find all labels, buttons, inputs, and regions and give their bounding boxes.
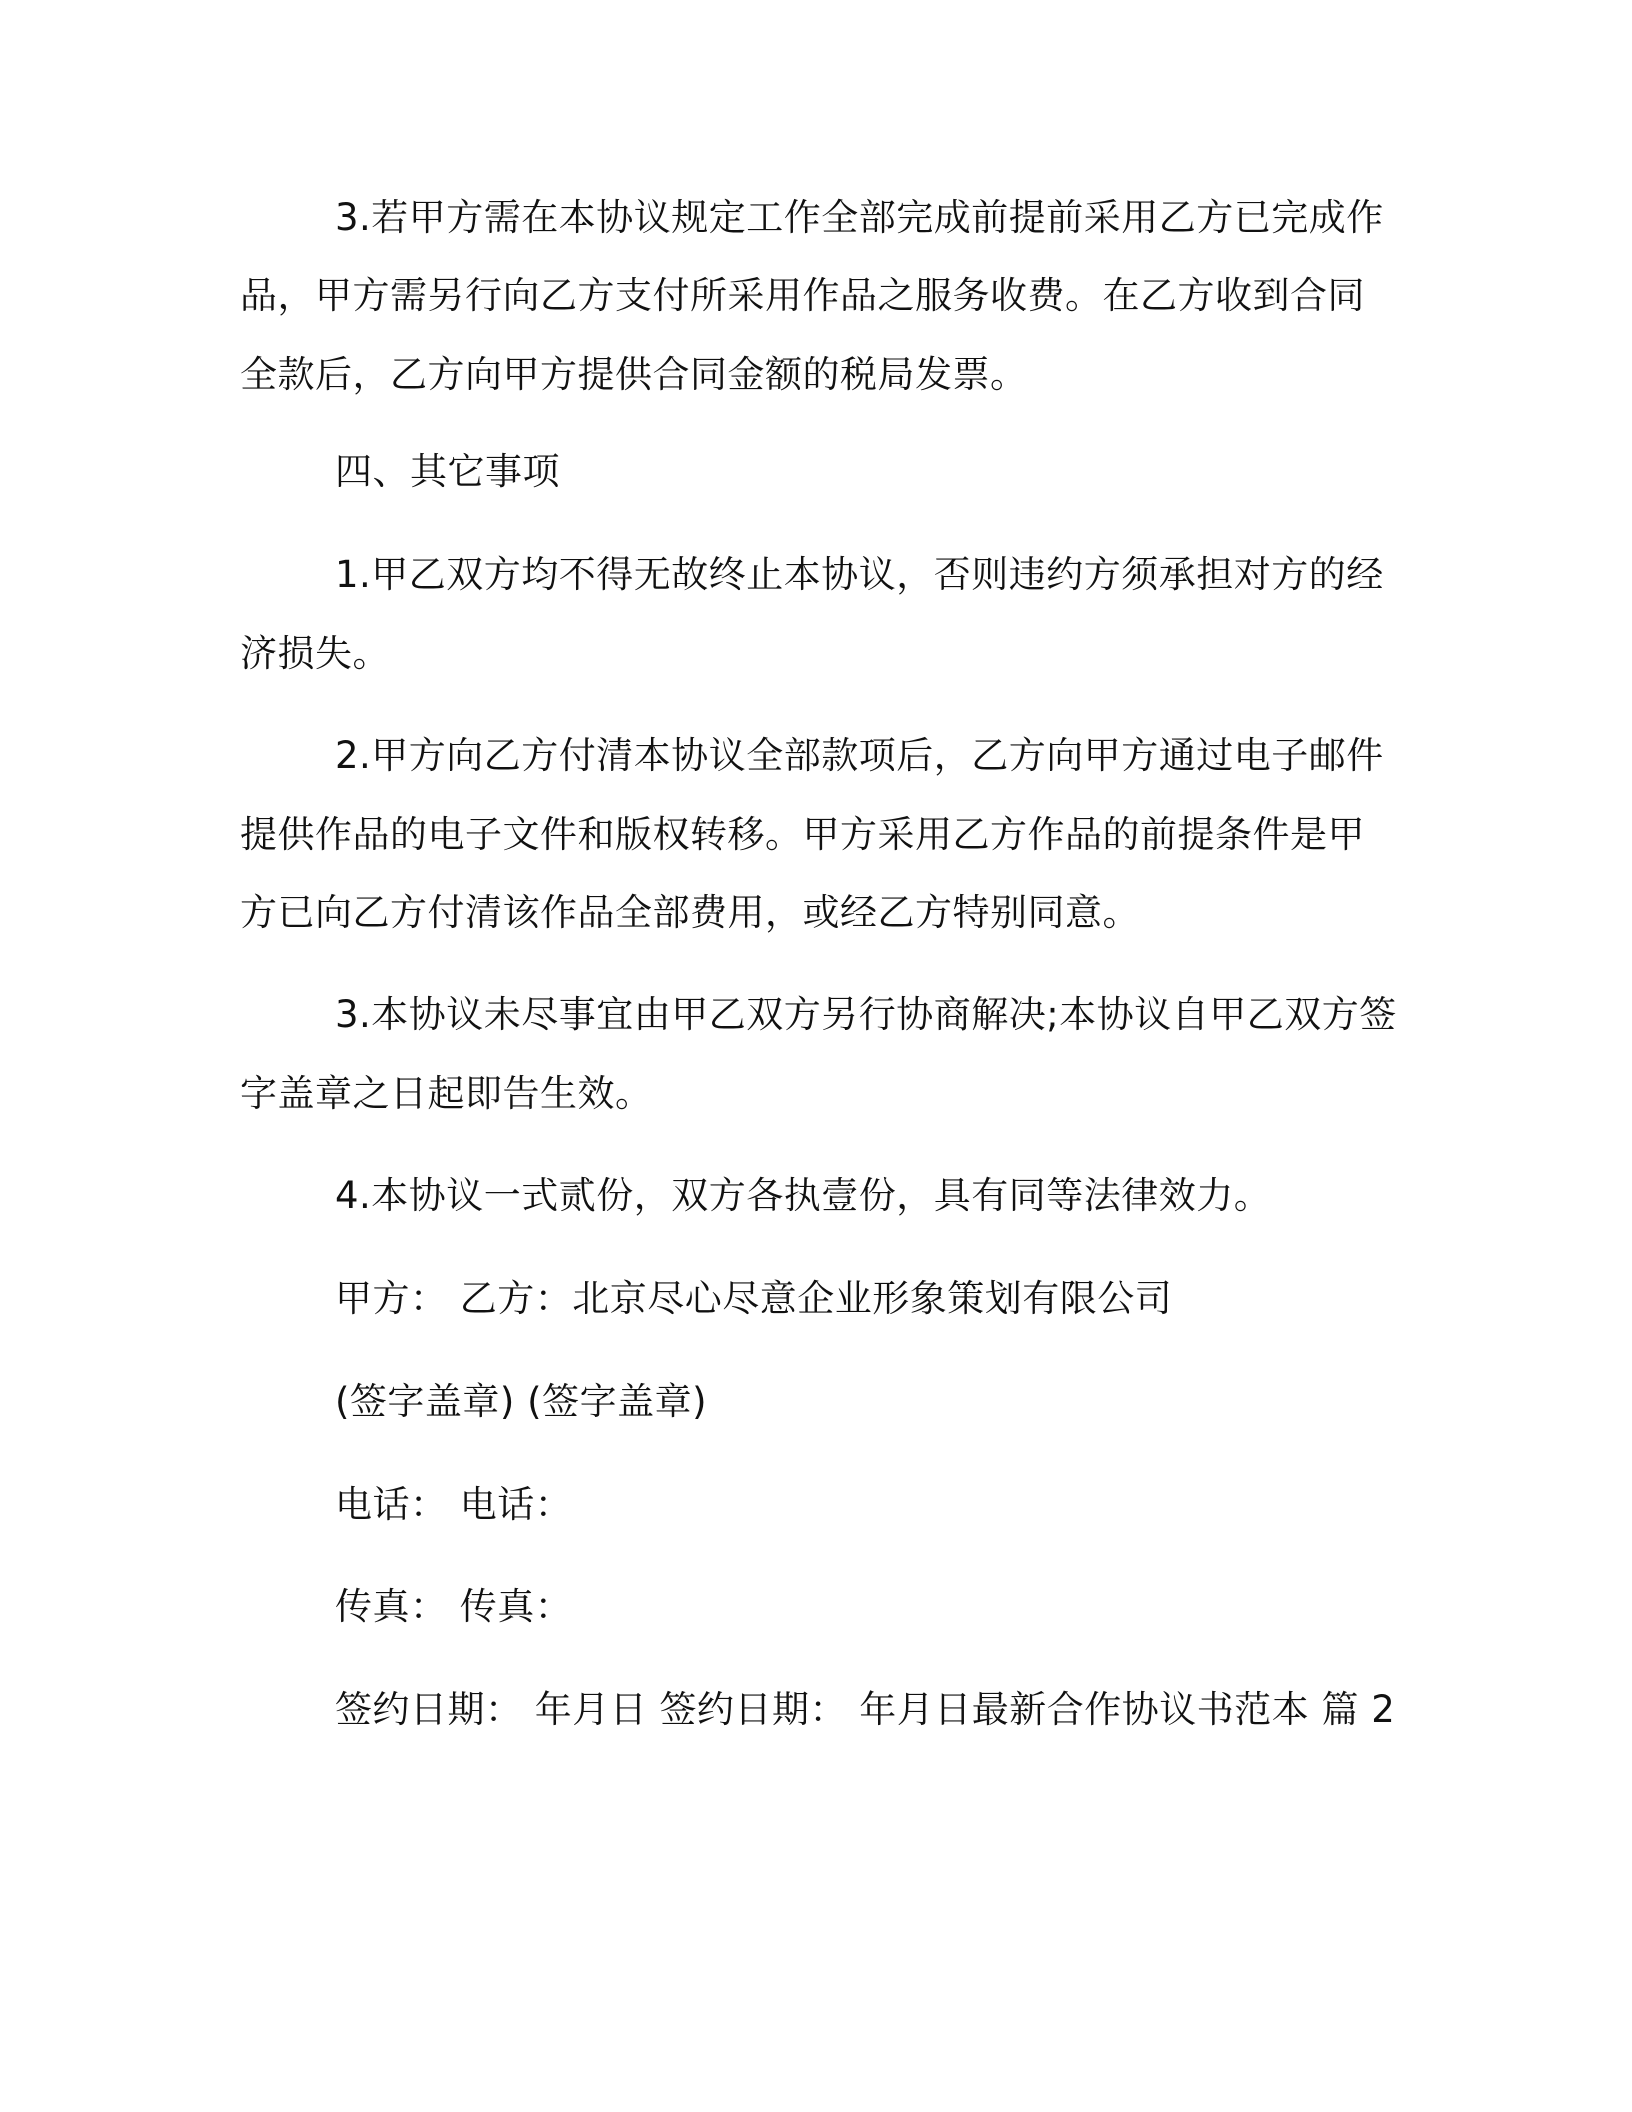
clause-2-line-1: 2.甲方向乙方付清本协议全部款项后，乙方向甲方通过电子邮件 (335, 734, 1384, 777)
clause-1-line-2: 济损失。 (240, 632, 390, 675)
clause-3-line-1: 3.本协议未尽事宜由甲乙双方另行协商解决;本协议自甲乙双方签 (335, 993, 1397, 1036)
paragraph-1-line-2: 品，甲方需另行向乙方支付所采用作品之服务收费。在乙方收到合同 (240, 274, 1365, 317)
parties-line: 甲方： 乙方：北京尽心尽意企业形象策划有限公司 (335, 1277, 1173, 1320)
clause-1-line-1: 1.甲乙双方均不得无故终止本协议，否则违约方须承担对方的经 (335, 553, 1384, 596)
signing-date-line: 签约日期： 年月日 签约日期： 年月日最新合作协议书范本 篇 2 (335, 1688, 1396, 1731)
section-heading-other-matters: 四、其它事项 (335, 450, 560, 493)
signature-line: (签字盖章) (签字盖章) (335, 1380, 708, 1423)
fax-line: 传真： 传真： (335, 1585, 573, 1628)
clause-2-line-2: 提供作品的电子文件和版权转移。甲方采用乙方作品的前提条件是甲 (240, 813, 1365, 856)
paragraph-1-line-3: 全款后，乙方向甲方提供合同金额的税局发票。 (240, 353, 1028, 396)
clause-4-line-1: 4.本协议一式贰份，双方各执壹份，具有同等法律效力。 (335, 1174, 1272, 1217)
clause-3-line-2: 字盖章之日起即告生效。 (240, 1072, 653, 1115)
paragraph-1-line-1: 3.若甲方需在本协议规定工作全部完成前提前采用乙方已完成作 (335, 196, 1384, 239)
clause-2-line-3: 方已向乙方付清该作品全部费用，或经乙方特别同意。 (240, 891, 1140, 934)
phone-line: 电话： 电话： (335, 1483, 573, 1526)
